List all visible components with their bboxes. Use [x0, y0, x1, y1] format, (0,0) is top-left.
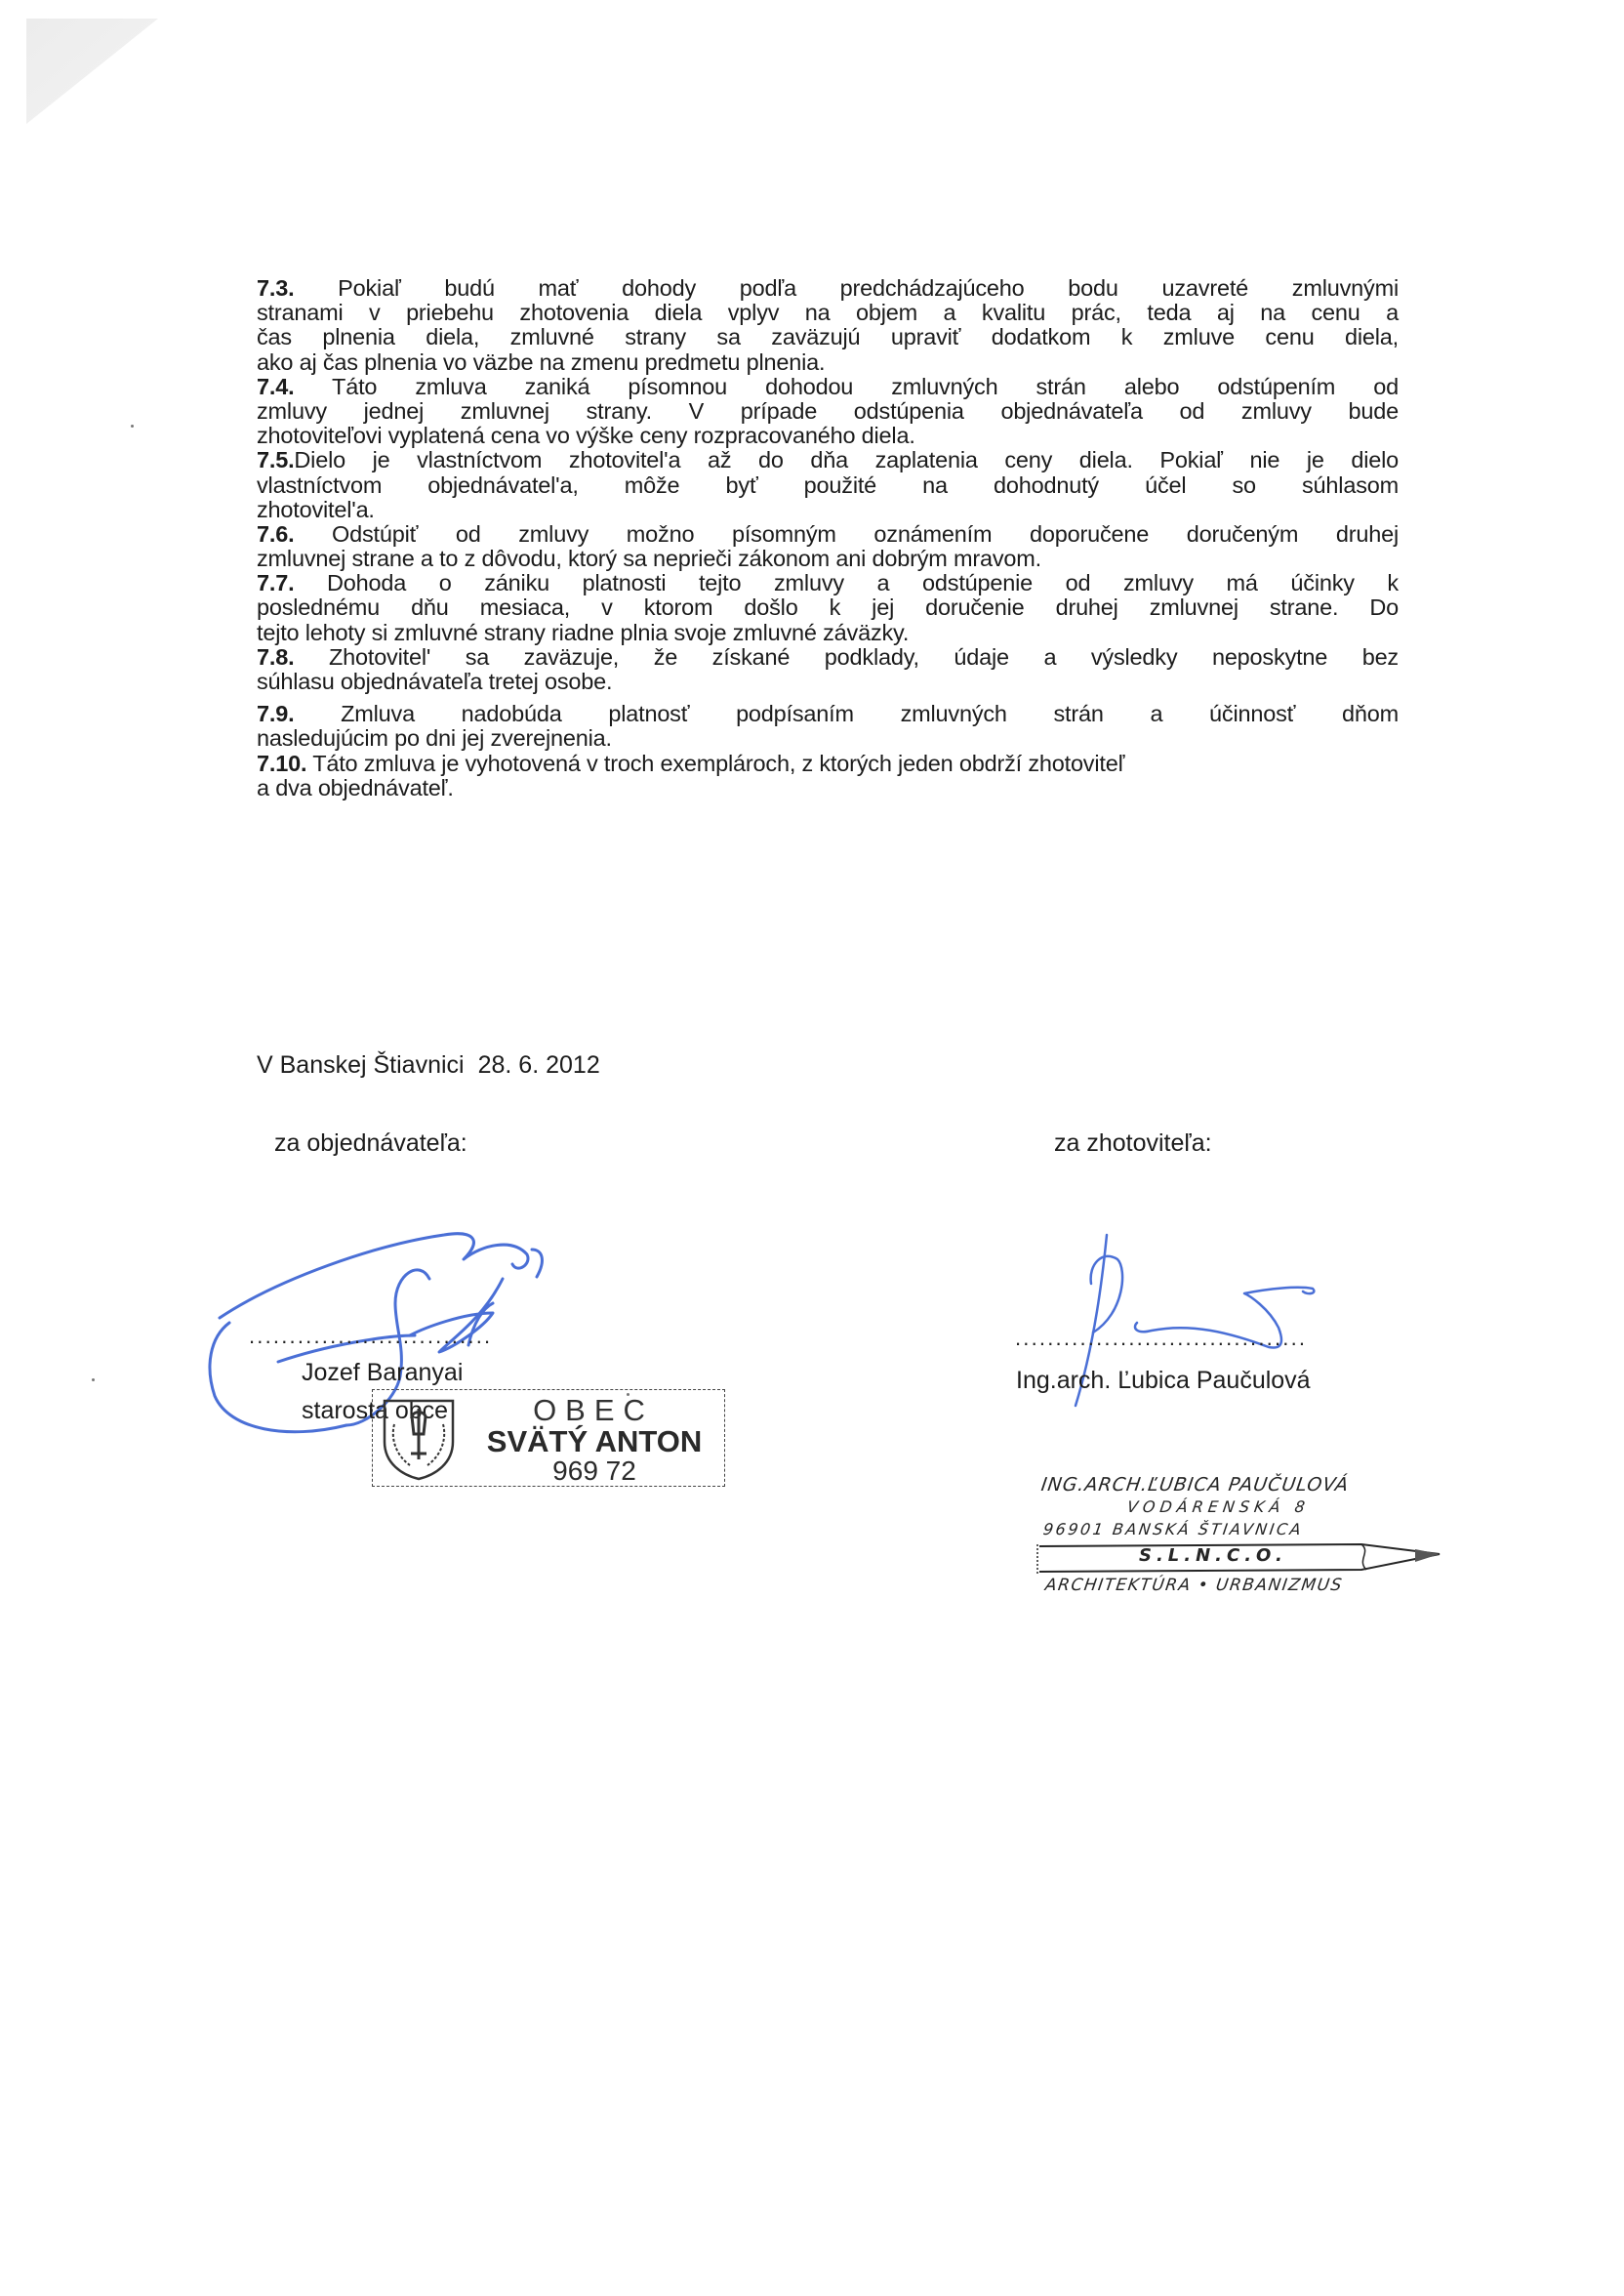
place-and-date: [257, 1051, 600, 1080]
stamp-municipality-line1: OBEC: [533, 1393, 654, 1427]
clause-line: zmluvnej strane a to z dôvodu, ktorý sa neprieči zákonom ani dobrým mravom.: [257, 546, 1041, 572]
clause-line: Pokiaľ budú mať dohody podľa predchádzajúceho bodu uzavreté zmluvnými: [338, 275, 1399, 301]
stamp-architect-line1: ING.ARCH.ĽUBICA PAUČULOVÁ: [1039, 1474, 1351, 1496]
place: V Banskej Štiavnici: [257, 1051, 465, 1079]
clause-line: Zhotovitel' sa zaväzuje, že získané podklady, údaje a výsledky neposkytne bez: [328, 643, 1399, 670]
clause-number: 7.9.: [257, 701, 295, 727]
scan-speck: [131, 425, 134, 428]
date: 28. 6. 2012: [477, 1051, 600, 1079]
signature-line-contractor: ....................................: [1015, 1326, 1308, 1350]
clause-7-3: [257, 276, 1399, 375]
clause-7-10: [257, 752, 1399, 800]
clause-7-9: [257, 702, 1399, 751]
clause-number: 7.3.: [257, 275, 295, 301]
clause-line: čas plnenia diela, zmluvné strany sa zaväzujú upraviť dodatkom k zmluve cenu diela,: [257, 324, 1399, 350]
signatory-label-contractor: za zhotoviteľa:: [1054, 1129, 1212, 1157]
stamp-municipality-line3: 969 72: [552, 1456, 636, 1486]
stamp-architect: [1030, 1474, 1459, 1625]
clause-line: Dielo je vlastníctvom zhotovitel'a až do dňa zaplatenia ceny diela. Pokiaľ nie je dielo: [294, 447, 1399, 473]
signature-line-client: ..............................: [249, 1324, 493, 1348]
clause-line: stranami v priebehu zhotovenia diela vplyv na objem a kvalitu prác, teda aj na cenu a: [257, 300, 1399, 326]
clause-line: tejto lehoty si zmluvné strany riadne plnia svoje zmluvné záväzky.: [257, 619, 910, 645]
clause-line: zhotoviteľovi vyplatená cena vo výške ceny rozpracovaného diela.: [257, 423, 915, 449]
clause-number: 7.7.: [257, 570, 295, 596]
page-corner-fold: [26, 19, 158, 124]
clause-line: Táto zmluva je vyhotovená v troch exemplároch, z ktorých jeden obdrží zhotoviteľ: [312, 750, 1125, 776]
clause-number: 7.5.: [257, 447, 295, 473]
clause-line: Zmluva nadobúda platnosť podpísaním zmluvných strán a účinnosť dňom: [341, 701, 1399, 727]
stamp-municipality-line2: SVÄTÝ ANTON: [486, 1424, 703, 1458]
signatory-name-contractor: Ing.arch. Ľubica Paučulová: [1016, 1367, 1311, 1394]
clause-line: Odstúpiť od zmluvy možno písomným oznámením doporučene doručeným druhej: [332, 520, 1399, 547]
signatory-label-client: za objednávateľa:: [274, 1129, 467, 1157]
clause-line: Táto zmluva zaniká písomnou dohodou zmluvných strán alebo odstúpením od: [332, 373, 1399, 399]
clause-line: ako aj čas plnenia vo väzbe na zmenu predmetu plnenia.: [257, 348, 826, 375]
clause-number: 7.6.: [257, 520, 295, 547]
stamp-architect-line5: ARCHITEKTÚRA • URBANIZMUS: [1043, 1576, 1345, 1595]
signatory-name-client: Jozef Baranyai: [302, 1359, 464, 1386]
clause-line: Dohoda o zániku platnosti tejto zmluvy a odstúpenie od zmluvy má účinky k: [327, 570, 1399, 596]
clause-number: 7.8.: [257, 643, 295, 670]
clause-7-5: [257, 448, 1399, 522]
clause-line: zhotovitel'a.: [257, 496, 375, 522]
clause-line: poslednému dňu mesiaca, v ktorom došlo k jej doručenie druhej zmluvnej strane. Do: [257, 594, 1399, 621]
stamp-architect-line2: VODÁRENSKÁ 8: [1125, 1497, 1312, 1516]
stamp-architect-line4: S.L.N.C.O.: [1139, 1545, 1287, 1566]
stamp-architect-line3: 96901 BANSKÁ ŠTIAVNICA: [1041, 1520, 1305, 1538]
clause-7-7: [257, 571, 1399, 645]
clause-7-8: [257, 645, 1399, 694]
clause-line: a dva objednávateľ.: [257, 774, 454, 800]
clause-number: 7.10.: [257, 750, 307, 776]
clause-line: súhlasu objednávateľa tretej osobe.: [257, 669, 613, 694]
contract-clauses: [257, 276, 1399, 800]
clause-line: vlastníctvom objednávatel'a, môže byť použité na dohodnutý účel so súhlasom: [257, 472, 1399, 498]
clause-7-4: [257, 375, 1399, 449]
clause-line: zmluvy jednej zmluvnej strany. V prípade odstúpenia objednávateľa od zmluvy bude: [257, 397, 1399, 424]
signatory-title-client: starosta obce: [302, 1397, 449, 1424]
stamp-municipality: [372, 1389, 725, 1487]
clause-7-6: [257, 522, 1399, 571]
coat-of-arms-icon: [379, 1395, 459, 1481]
clause-number: 7.4.: [257, 373, 295, 399]
scan-speck: [92, 1378, 95, 1381]
clause-line: nasledujúcim po dni jej zverejnenia.: [257, 725, 612, 752]
